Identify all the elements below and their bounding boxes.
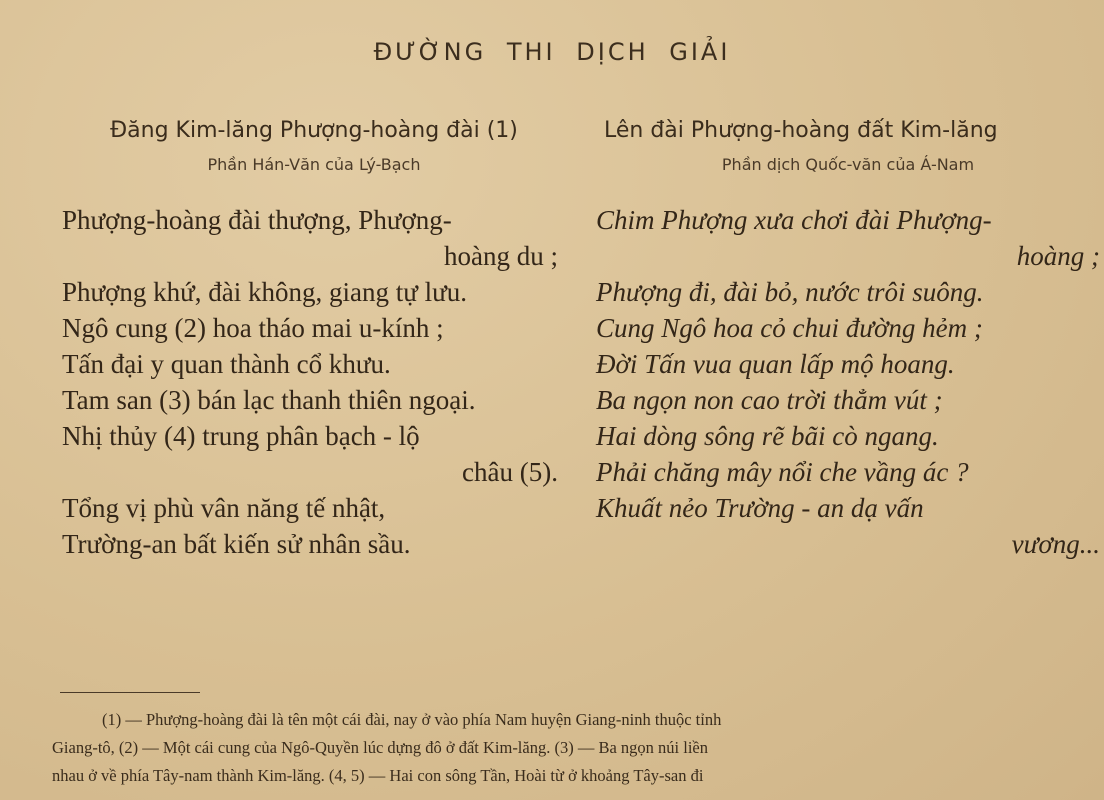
poem-line: Khuất nẻo Trường - an dạ vấn [596,493,924,523]
translation-poem-body [592,202,1104,562]
poem-line: Tấn đại y quan thành cổ khưu. [62,349,391,379]
poem-line: Tam san (3) bán lạc thanh thiên ngoại. [62,385,476,415]
poem-line: Chim Phượng xưa chơi đài Phượng- [596,205,992,235]
poem-line: Phải chăng mây nổi che vầng ác ? [596,457,969,487]
poem-line: Phượng-hoàng đài thượng, Phượng- [62,205,452,235]
translation-poem-heading: Lên đài Phượng-hoàng đất Kim-lăng [604,118,998,143]
footnote [52,706,1098,790]
poem-line: hoàng ; [1016,241,1100,271]
original-poem-body [48,202,580,562]
poem-line: vương... [1011,529,1100,559]
poem-line: Phượng đi, đài bỏ, nước trôi suông. [596,277,984,307]
poem-line: Tổng vị phù vân năng tế nhật, [62,493,386,523]
poem-line: Ba ngọn non cao trời thẳm vút ; [596,385,943,415]
poem-line: Nhị thủy (4) trung phân bạch - lộ [62,421,420,451]
poem-line: hoàng du ; [444,241,558,271]
poem-line: Trường-an bất kiến sử nhân sầu. [62,529,411,559]
poem-line: Ngô cung (2) hoa tháo mai u-kính ; [62,313,444,343]
original-poem-heading: Đăng Kim-lăng Phượng-hoàng đài (1) [110,118,518,143]
original-poem-author: Phần Hán-Văn của Lý-Bạch [207,155,421,174]
poem-line: Cung Ngô hoa cỏ chui đường hẻm ; [596,313,983,343]
poem-line: Hai dòng sông rẽ bãi cò ngang. [596,421,939,451]
footnote-line: nhau ở về phía Tây-nam thành Kim-lăng. (4, 5) — Hai con sông Tần, Hoài từ ở khoảng Tây-san đi [52,766,704,785]
footnote-line: Giang-tô, (2) — Một cái cung của Ngô-Quyền lúc dựng đô ở đất Kim-lăng. (3) — Ba ngọn núi liền [52,738,708,757]
poem-line: châu (5). [462,457,558,487]
page-title: ĐƯỜNG THI DỊCH GIẢI [373,38,731,66]
translation-poem-author: Phần dịch Quốc-văn của Á-Nam [721,155,975,174]
poem-line: Phượng khứ, đài không, giang tự lưu. [62,277,468,307]
original-poem-column [48,116,580,562]
poem-line: Đời Tấn vua quan lấp mộ hoang. [596,349,955,379]
footnote-line: (1) — Phượng-hoàng đài là tên một cái đài, nay ở vào phía Nam huyện Giang-ninh thuộc tỉnh [102,710,722,729]
footnote-divider [60,692,200,693]
translation-poem-column [592,116,1104,562]
